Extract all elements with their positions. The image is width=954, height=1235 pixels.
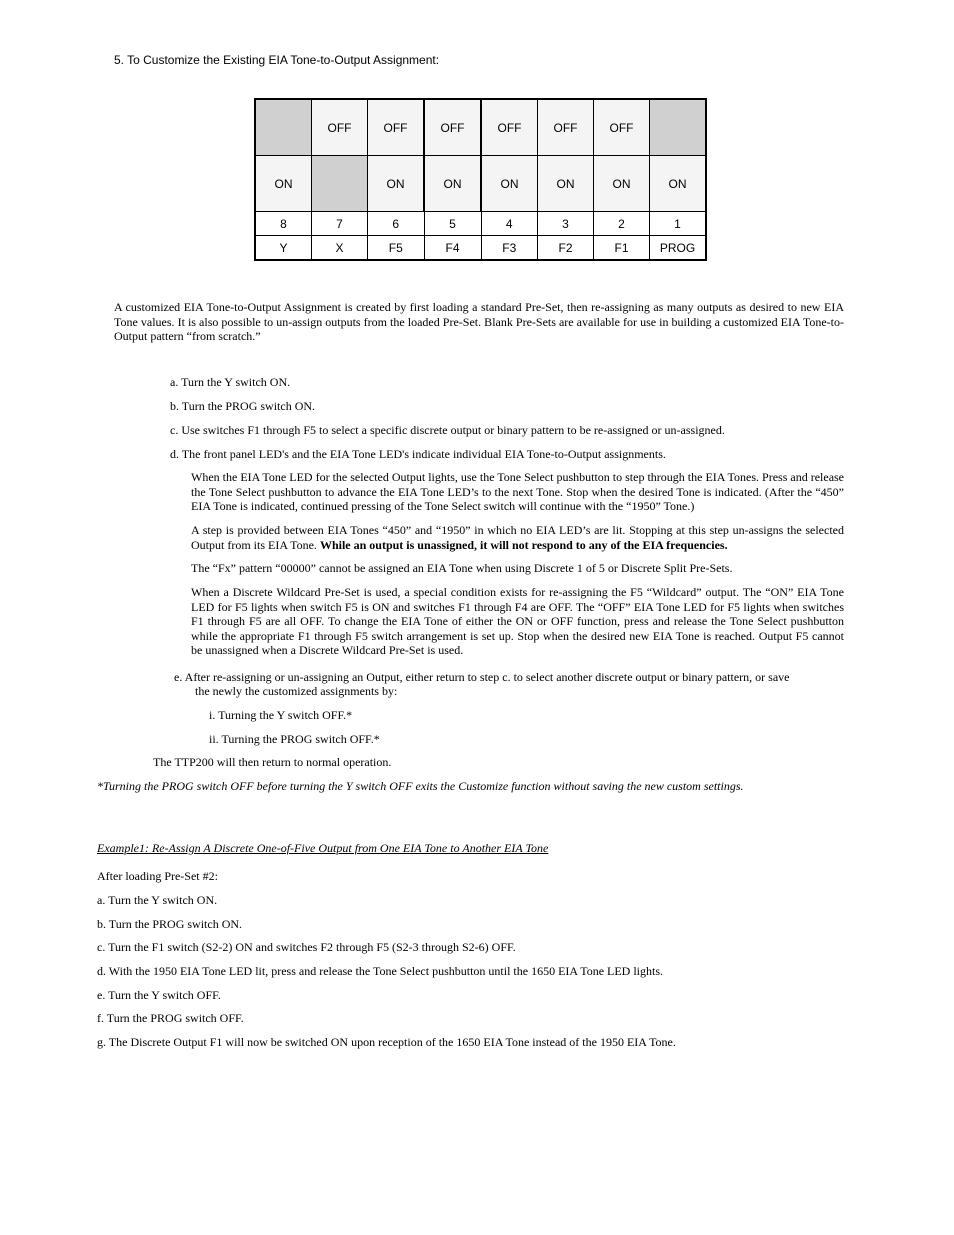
intro-paragraph: A customized EIA Tone-to-Output Assignment is created by first loading a standard Pre-Set, then re-assigning as many outputs as desired to new EIA Tone values. It is also possible to un-assign outputs from the loaded Pre-Set. Blank Pre-Sets are available for use in building a customized EIA Tone-to-Output pattern “from scratch.” — [114, 300, 844, 343]
unassign-text: A step is provided between EIA Tones “450” and “1950” in which no EIA LED’s are lit. Stopping at this step un-assigns the selected Output from its EIA Tone. — [191, 523, 844, 552]
example-lead: After loading Pre-Set #2: — [97, 869, 218, 883]
switch-cell: ON — [424, 156, 481, 212]
switch-number: 8 — [255, 212, 312, 236]
switch-cell — [255, 99, 312, 156]
step-e-i: i. Turning the Y switch OFF.* — [209, 708, 353, 722]
example-step-a: a. Turn the Y switch ON. — [97, 893, 218, 907]
switch-label: PROG — [650, 236, 707, 261]
switch-cell: ON — [594, 156, 650, 212]
switch-label: Y — [255, 236, 312, 261]
example-title: Example1: Re-Assign A Discrete One-of-Five Output from One EIA Tone to Another EIA Tone — [97, 841, 549, 855]
section-heading: 5. To Customize the Existing EIA Tone-to-Output Assignment: — [114, 53, 440, 67]
step-c: c. Use switches F1 through F5 to select a specific discrete output or binary pattern to be re-assigned or un-assigned. — [170, 423, 725, 437]
switch-number: 3 — [538, 212, 594, 236]
switch-cell: ON — [481, 156, 538, 212]
switch-cell: OFF — [368, 99, 425, 156]
step-a: a. Turn the Y switch ON. — [170, 375, 291, 389]
switch-label: X — [312, 236, 368, 261]
step-e-ii: ii. Turning the PROG switch OFF.* — [209, 732, 380, 746]
switch-label-row — [255, 236, 706, 261]
switch-number: 1 — [650, 212, 707, 236]
switch-label: F2 — [538, 236, 594, 261]
switch-cell: ON — [255, 156, 312, 212]
switch-settings-table — [254, 98, 707, 261]
switch-label: F5 — [368, 236, 425, 261]
wildcard-paragraph: When a Discrete Wildcard Pre-Set is used, a special condition exists for re-assigning the F5 “Wildcard” output. The “ON” EIA Tone LED for F5 lights when switch F5 is ON and switches F1 through F4 are OFF. The “OFF” EIA Tone LED for F5 lights when switches F1 through F5 are all OFF. To change the EIA Tone of either the ON or OFF function, press and release the Tone Select pushbutton while the appropriate F1 through F5 switch arrangement is set up. Stop when the desired new EIA Tone is reached. Output F5 cannot be unassigned when a Discrete Wildcard Pre-Set is used. — [191, 585, 844, 657]
switch-number: 7 — [312, 212, 368, 236]
step-b: b. Turn the PROG switch ON. — [170, 399, 316, 413]
example-step-f: f. Turn the PROG switch OFF. — [97, 1011, 244, 1025]
switch-number: 6 — [368, 212, 425, 236]
switch-label: F1 — [594, 236, 650, 261]
led-paragraph: When the EIA Tone LED for the selected Output lights, use the Tone Select pushbutton to step through the EIA Tones. Press and release the Tone Select pushbutton to advance the EIA Tone LED’s to the next Tone. Stop when the desired Tone is indicated. (After the “450” EIA Tone is indicated, continued pressing of the Tone Select switch will continue with the “1950” Tone.) — [191, 470, 845, 513]
switch-number: 5 — [424, 212, 481, 236]
switch-on-row — [255, 156, 706, 212]
switch-label: F3 — [481, 236, 538, 261]
step-e-line2: the newly the customized assignments by: — [195, 684, 398, 698]
step-e-line1: e. After re-assigning or un-assigning an Output, either return to step c. to select another discrete output or binary pattern, or save — [174, 670, 790, 684]
footnote: *Turning the PROG switch OFF before turning the Y switch OFF exits the Customize function without saving the new custom settings. — [97, 779, 744, 793]
switch-number: 4 — [481, 212, 538, 236]
example-step-b: b. Turn the PROG switch ON. — [97, 917, 243, 931]
example-step-d: d. With the 1950 EIA Tone LED lit, press and release the Tone Select pushbutton until the 1650 EIA Tone LED lights. — [97, 964, 664, 978]
switch-cell — [312, 156, 368, 212]
normal-operation-note: The TTP200 will then return to normal operation. — [153, 755, 392, 769]
switch-cell: ON — [538, 156, 594, 212]
switch-cell: ON — [650, 156, 707, 212]
switch-cell: ON — [368, 156, 425, 212]
switch-cell: OFF — [424, 99, 481, 156]
switch-cell: OFF — [312, 99, 368, 156]
switch-label: F4 — [424, 236, 481, 261]
switch-cell: OFF — [594, 99, 650, 156]
example-step-g: g. The Discrete Output F1 will now be switched ON upon reception of the 1650 EIA Tone instead of the 1950 EIA Tone. — [97, 1035, 676, 1049]
switch-number-row — [255, 212, 706, 236]
switch-cell: OFF — [481, 99, 538, 156]
switch-cell: OFF — [538, 99, 594, 156]
switch-off-row — [255, 99, 706, 156]
step-d: d. The front panel LED's and the EIA Tone LED's indicate individual EIA Tone-to-Output assignments. — [170, 447, 666, 461]
example-step-e: e. Turn the Y switch OFF. — [97, 988, 221, 1002]
unassign-warning: While an output is unassigned, it will not respond to any of the EIA frequencies. — [319, 537, 728, 552]
example-step-c: c. Turn the F1 switch (S2-2) ON and switches F2 through F5 (S2-3 through S2-6) OFF. — [97, 940, 516, 954]
switch-cell — [650, 99, 707, 156]
fx-pattern-paragraph: The “Fx” pattern “00000” cannot be assigned an EIA Tone when using Discrete 1 of 5 or Discrete Split Pre-Sets. — [191, 561, 733, 575]
switch-number: 2 — [594, 212, 650, 236]
unassign-paragraph — [191, 523, 844, 552]
